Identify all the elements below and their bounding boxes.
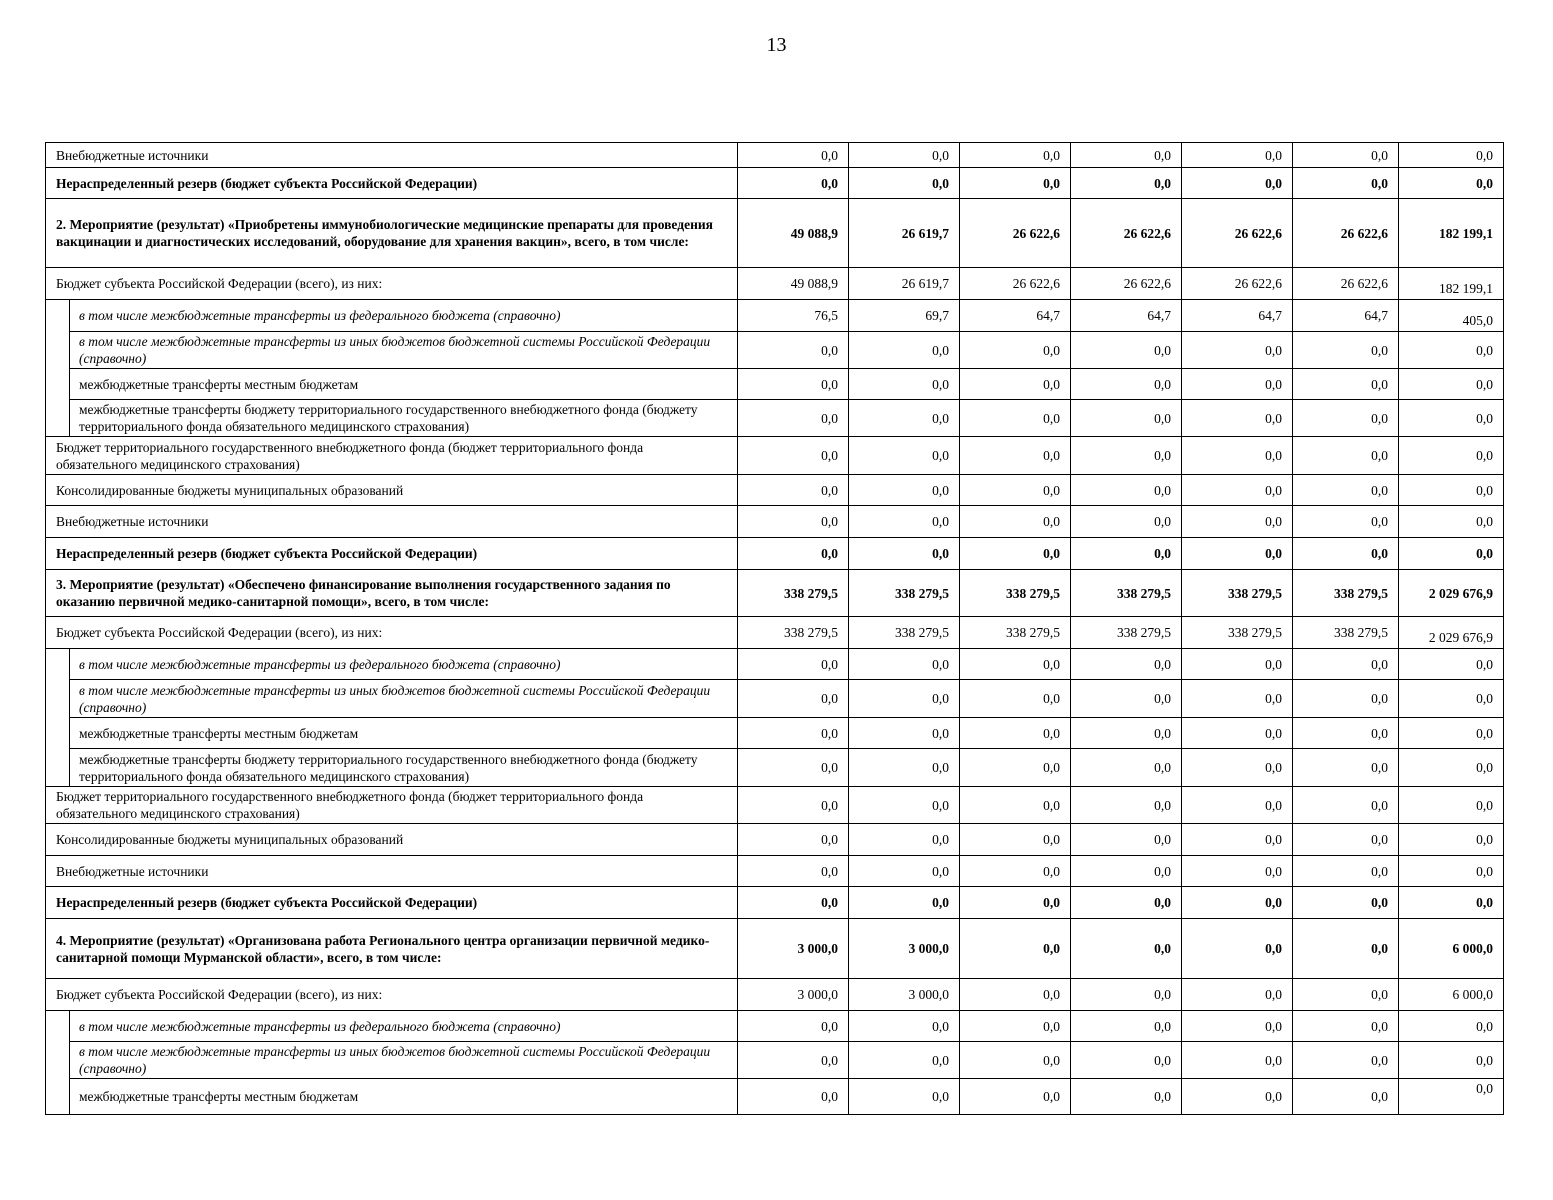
row-label: Нераспределенный резерв (бюджет субъекта Российской Федерации) — [46, 538, 738, 570]
row-label: в том числе межбюджетные трансферты из иных бюджетов бюджетной системы Российской Федерации (справочно) — [70, 332, 738, 369]
value-cell: 0,0 — [1399, 538, 1504, 570]
value-cell: 0,0 — [1182, 143, 1293, 168]
value-cell: 0,0 — [738, 332, 849, 369]
value-cell: 0,0 — [1071, 718, 1182, 749]
value-cell: 3 000,0 — [849, 979, 960, 1011]
row-label: межбюджетные трансферты бюджету территориального государственного внебюджетного фонда (бюджету территориального фонда обязательного медицинского страхования) — [70, 400, 738, 437]
budget-table — [45, 142, 1504, 1115]
value-cell: 0,0 — [1071, 168, 1182, 199]
value-cell: 338 279,5 — [1071, 617, 1182, 649]
row-label: в том числе межбюджетные трансферты из иных бюджетов бюджетной системы Российской Федерации (справочно) — [70, 1042, 738, 1079]
value-cell: 0,0 — [738, 143, 849, 168]
table-row — [46, 538, 1504, 570]
row-label: 2. Мероприятие (результат) «Приобретены иммунобиологические медицинские препараты для проведения вакцинации и диагностических исследований, оборудование для хранения вакцин», всего, в том числе: — [46, 199, 738, 268]
value-cell: 338 279,5 — [1071, 570, 1182, 617]
value-cell: 0,0 — [1071, 506, 1182, 538]
table-row — [46, 369, 1504, 400]
value-cell: 3 000,0 — [849, 919, 960, 979]
value-cell: 0,0 — [1293, 538, 1399, 570]
value-cell: 0,0 — [1071, 369, 1182, 400]
value-cell: 0,0 — [1182, 919, 1293, 979]
value-cell: 0,0 — [960, 718, 1071, 749]
value-cell: 0,0 — [849, 680, 960, 718]
table-row — [46, 332, 1504, 369]
value-cell: 0,0 — [849, 1042, 960, 1079]
table-row — [46, 300, 1504, 332]
value-cell: 0,0 — [1293, 143, 1399, 168]
value-cell: 0,0 — [960, 919, 1071, 979]
value-cell: 338 279,5 — [738, 617, 849, 649]
table-row — [46, 919, 1504, 979]
value-cell: 0,0 — [849, 475, 960, 506]
value-cell: 0,0 — [960, 1042, 1071, 1079]
value-cell: 0,0 — [960, 787, 1071, 824]
value-cell: 0,0 — [1071, 787, 1182, 824]
value-cell: 26 622,6 — [1182, 268, 1293, 300]
row-label: Бюджет субъекта Российской Федерации (всего), из них: — [46, 268, 738, 300]
value-cell: 0,0 — [1399, 787, 1504, 824]
table-row — [46, 506, 1504, 538]
value-cell: 0,0 — [1071, 749, 1182, 787]
value-cell: 0,0 — [849, 538, 960, 570]
value-cell: 0,0 — [1399, 332, 1504, 369]
value-cell: 0,0 — [1182, 369, 1293, 400]
value-cell: 0,0 — [849, 332, 960, 369]
value-cell: 0,0 — [1182, 475, 1293, 506]
value-cell: 0,0 — [738, 437, 849, 475]
table-row — [46, 437, 1504, 475]
value-cell: 0,0 — [738, 475, 849, 506]
value-cell: 0,0 — [1293, 332, 1399, 369]
value-cell: 0,0 — [738, 887, 849, 919]
table-row — [46, 143, 1504, 168]
row-label: Бюджет субъекта Российской Федерации (всего), из них: — [46, 617, 738, 649]
value-cell: 0,0 — [1293, 787, 1399, 824]
value-cell: 76,5 — [738, 300, 849, 332]
value-cell: 0,0 — [960, 437, 1071, 475]
table-row — [46, 570, 1504, 617]
table-row — [46, 787, 1504, 824]
table-row — [46, 680, 1504, 718]
value-cell: 0,0 — [1071, 919, 1182, 979]
value-cell: 26 622,6 — [1071, 199, 1182, 268]
row-label: Бюджет территориального государственного внебюджетного фонда (бюджет территориального фонда обязательного медицинского страхования) — [46, 787, 738, 824]
value-cell: 0,0 — [1399, 1079, 1504, 1115]
value-cell: 0,0 — [1293, 475, 1399, 506]
value-cell: 0,0 — [738, 856, 849, 887]
value-cell: 0,0 — [960, 332, 1071, 369]
row-label: Бюджет субъекта Российской Федерации (всего), из них: — [46, 979, 738, 1011]
value-cell: 0,0 — [960, 887, 1071, 919]
row-label: в том числе межбюджетные трансферты из федерального бюджета (справочно) — [70, 300, 738, 332]
value-cell: 0,0 — [1071, 437, 1182, 475]
indent-bracket — [46, 1011, 70, 1115]
value-cell: 0,0 — [960, 475, 1071, 506]
table-row — [46, 268, 1504, 300]
row-label: межбюджетные трансферты местным бюджетам — [70, 1079, 738, 1115]
value-cell: 0,0 — [738, 1079, 849, 1115]
value-cell: 0,0 — [1182, 979, 1293, 1011]
value-cell: 338 279,5 — [738, 570, 849, 617]
row-label: Бюджет территориального государственного внебюджетного фонда (бюджет территориального фонда обязательного медицинского страхования) — [46, 437, 738, 475]
table-row — [46, 649, 1504, 680]
value-cell: 0,0 — [1182, 649, 1293, 680]
value-cell: 0,0 — [960, 1011, 1071, 1042]
value-cell: 0,0 — [738, 506, 849, 538]
value-cell: 0,0 — [960, 856, 1071, 887]
value-cell: 0,0 — [849, 143, 960, 168]
value-cell: 0,0 — [960, 506, 1071, 538]
value-cell: 0,0 — [1182, 824, 1293, 856]
value-cell: 0,0 — [960, 400, 1071, 437]
value-cell: 0,0 — [1293, 369, 1399, 400]
value-cell: 0,0 — [1182, 718, 1293, 749]
table-row — [46, 824, 1504, 856]
value-cell: 338 279,5 — [849, 617, 960, 649]
value-cell: 0,0 — [738, 1011, 849, 1042]
value-cell: 182 199,1 — [1399, 199, 1504, 268]
row-label: 4. Мероприятие (результат) «Организована работа Регионального центра организации первичной медико-санитарной помощи Мурманской области», всего, в том числе: — [46, 919, 738, 979]
table-row — [46, 400, 1504, 437]
value-cell: 0,0 — [1293, 749, 1399, 787]
table-row — [46, 1011, 1504, 1042]
row-label: в том числе межбюджетные трансферты из федерального бюджета (справочно) — [70, 1011, 738, 1042]
value-cell: 0,0 — [849, 718, 960, 749]
row-label: Консолидированные бюджеты муниципальных образований — [46, 824, 738, 856]
value-cell: 0,0 — [1293, 824, 1399, 856]
budget-table-body — [46, 143, 1504, 1115]
value-cell: 338 279,5 — [1182, 617, 1293, 649]
value-cell: 0,0 — [1293, 649, 1399, 680]
value-cell: 26 622,6 — [960, 199, 1071, 268]
value-cell: 0,0 — [738, 538, 849, 570]
value-cell: 0,0 — [1182, 168, 1293, 199]
value-cell: 0,0 — [1293, 1079, 1399, 1115]
value-cell: 26 619,7 — [849, 268, 960, 300]
value-cell: 0,0 — [1071, 400, 1182, 437]
value-cell: 0,0 — [960, 824, 1071, 856]
row-label: Нераспределенный резерв (бюджет субъекта Российской Федерации) — [46, 887, 738, 919]
table-row — [46, 1042, 1504, 1079]
row-label: Консолидированные бюджеты муниципальных образований — [46, 475, 738, 506]
value-cell: 0,0 — [1399, 369, 1504, 400]
table-row — [46, 168, 1504, 199]
value-cell: 0,0 — [849, 856, 960, 887]
value-cell: 49 088,9 — [738, 199, 849, 268]
value-cell: 0,0 — [960, 979, 1071, 1011]
row-label: Внебюджетные источники — [46, 143, 738, 168]
value-cell: 0,0 — [960, 369, 1071, 400]
value-cell: 0,0 — [1071, 979, 1182, 1011]
table-row — [46, 749, 1504, 787]
value-cell: 0,0 — [1071, 475, 1182, 506]
table-row — [46, 617, 1504, 649]
table-row — [46, 887, 1504, 919]
value-cell: 0,0 — [1182, 506, 1293, 538]
value-cell: 0,0 — [1071, 887, 1182, 919]
value-cell: 0,0 — [1399, 143, 1504, 168]
value-cell: 0,0 — [1399, 749, 1504, 787]
value-cell: 0,0 — [849, 1079, 960, 1115]
value-cell: 338 279,5 — [960, 617, 1071, 649]
value-cell: 0,0 — [1293, 1011, 1399, 1042]
value-cell: 3 000,0 — [738, 919, 849, 979]
page-number: 13 — [766, 34, 787, 56]
value-cell: 26 622,6 — [1071, 268, 1182, 300]
value-cell: 0,0 — [738, 369, 849, 400]
value-cell: 0,0 — [738, 1042, 849, 1079]
value-cell: 0,0 — [960, 1079, 1071, 1115]
value-cell: 26 622,6 — [1293, 268, 1399, 300]
row-label: межбюджетные трансферты местным бюджетам — [70, 718, 738, 749]
value-cell: 0,0 — [960, 749, 1071, 787]
value-cell: 0,0 — [1182, 856, 1293, 887]
table-row — [46, 475, 1504, 506]
value-cell: 0,0 — [1399, 168, 1504, 199]
value-cell: 0,0 — [849, 887, 960, 919]
value-cell: 338 279,5 — [1182, 570, 1293, 617]
value-cell: 6 000,0 — [1399, 979, 1504, 1011]
value-cell: 0,0 — [1399, 680, 1504, 718]
value-cell: 0,0 — [1399, 718, 1504, 749]
value-cell: 0,0 — [1399, 1011, 1504, 1042]
value-cell: 0,0 — [1182, 538, 1293, 570]
value-cell: 0,0 — [1182, 1042, 1293, 1079]
value-cell: 0,0 — [1399, 437, 1504, 475]
value-cell: 0,0 — [1071, 1011, 1182, 1042]
value-cell: 0,0 — [849, 649, 960, 680]
value-cell: 0,0 — [1293, 400, 1399, 437]
value-cell: 0,0 — [1293, 1042, 1399, 1079]
value-cell: 405,0 — [1399, 300, 1504, 332]
value-cell: 0,0 — [1071, 332, 1182, 369]
value-cell: 0,0 — [1182, 437, 1293, 475]
row-label: в том числе межбюджетные трансферты из федерального бюджета (справочно) — [70, 649, 738, 680]
table-row — [46, 1079, 1504, 1115]
value-cell: 0,0 — [1399, 1042, 1504, 1079]
value-cell: 0,0 — [1293, 919, 1399, 979]
value-cell: 0,0 — [849, 749, 960, 787]
row-label: Внебюджетные источники — [46, 856, 738, 887]
row-label: Внебюджетные источники — [46, 506, 738, 538]
value-cell: 0,0 — [849, 824, 960, 856]
row-label: межбюджетные трансферты местным бюджетам — [70, 369, 738, 400]
value-cell: 26 622,6 — [1182, 199, 1293, 268]
value-cell: 0,0 — [1071, 538, 1182, 570]
value-cell: 26 622,6 — [960, 268, 1071, 300]
value-cell: 0,0 — [1182, 680, 1293, 718]
table-row — [46, 718, 1504, 749]
value-cell: 6 000,0 — [1399, 919, 1504, 979]
value-cell: 0,0 — [849, 1011, 960, 1042]
indent-bracket — [46, 649, 70, 787]
value-cell: 0,0 — [738, 649, 849, 680]
value-cell: 2 029 676,9 — [1399, 617, 1504, 649]
value-cell: 0,0 — [738, 787, 849, 824]
value-cell: 0,0 — [738, 680, 849, 718]
value-cell: 0,0 — [738, 749, 849, 787]
row-label: 3. Мероприятие (результат) «Обеспечено финансирование выполнения государственного задания по оказанию первичной медико-санитарной помощи», всего, в том числе: — [46, 570, 738, 617]
value-cell: 0,0 — [1399, 506, 1504, 538]
value-cell: 64,7 — [1182, 300, 1293, 332]
row-label: Нераспределенный резерв (бюджет субъекта Российской Федерации) — [46, 168, 738, 199]
value-cell: 64,7 — [1293, 300, 1399, 332]
value-cell: 0,0 — [738, 824, 849, 856]
value-cell: 338 279,5 — [1293, 570, 1399, 617]
value-cell: 0,0 — [849, 369, 960, 400]
value-cell: 0,0 — [1071, 1042, 1182, 1079]
table-row — [46, 979, 1504, 1011]
value-cell: 0,0 — [1071, 824, 1182, 856]
row-label: межбюджетные трансферты бюджету территориального государственного внебюджетного фонда (бюджету территориального фонда обязательного медицинского страхования) — [70, 749, 738, 787]
indent-bracket — [46, 300, 70, 437]
value-cell: 0,0 — [1399, 887, 1504, 919]
value-cell: 338 279,5 — [849, 570, 960, 617]
value-cell: 0,0 — [1182, 787, 1293, 824]
value-cell: 0,0 — [1293, 979, 1399, 1011]
value-cell: 0,0 — [1182, 400, 1293, 437]
value-cell: 0,0 — [1293, 437, 1399, 475]
value-cell: 0,0 — [849, 168, 960, 199]
value-cell: 64,7 — [960, 300, 1071, 332]
value-cell: 0,0 — [1293, 506, 1399, 538]
value-cell: 0,0 — [738, 718, 849, 749]
value-cell: 64,7 — [1071, 300, 1182, 332]
value-cell: 0,0 — [1182, 1079, 1293, 1115]
value-cell: 3 000,0 — [738, 979, 849, 1011]
value-cell: 0,0 — [1182, 887, 1293, 919]
value-cell: 26 619,7 — [849, 199, 960, 268]
value-cell: 0,0 — [1399, 824, 1504, 856]
value-cell: 0,0 — [849, 437, 960, 475]
value-cell: 0,0 — [1399, 649, 1504, 680]
value-cell: 0,0 — [1071, 143, 1182, 168]
value-cell: 338 279,5 — [960, 570, 1071, 617]
value-cell: 0,0 — [849, 400, 960, 437]
value-cell: 0,0 — [1293, 168, 1399, 199]
value-cell: 0,0 — [1293, 680, 1399, 718]
value-cell: 0,0 — [960, 649, 1071, 680]
value-cell: 2 029 676,9 — [1399, 570, 1504, 617]
value-cell: 0,0 — [738, 400, 849, 437]
row-label: в том числе межбюджетные трансферты из иных бюджетов бюджетной системы Российской Федерации (справочно) — [70, 680, 738, 718]
value-cell: 0,0 — [1293, 718, 1399, 749]
value-cell: 0,0 — [849, 787, 960, 824]
value-cell: 0,0 — [960, 168, 1071, 199]
table-row — [46, 199, 1504, 268]
value-cell: 338 279,5 — [1293, 617, 1399, 649]
value-cell: 0,0 — [1182, 332, 1293, 369]
value-cell: 0,0 — [1293, 887, 1399, 919]
value-cell: 0,0 — [1293, 856, 1399, 887]
value-cell: 49 088,9 — [738, 268, 849, 300]
value-cell: 182 199,1 — [1399, 268, 1504, 300]
value-cell: 0,0 — [960, 680, 1071, 718]
value-cell: 0,0 — [1071, 856, 1182, 887]
value-cell: 26 622,6 — [1293, 199, 1399, 268]
value-cell: 0,0 — [1182, 749, 1293, 787]
value-cell: 0,0 — [1071, 1079, 1182, 1115]
value-cell: 0,0 — [1399, 400, 1504, 437]
value-cell: 0,0 — [960, 143, 1071, 168]
value-cell: 0,0 — [960, 538, 1071, 570]
value-cell: 0,0 — [1399, 475, 1504, 506]
value-cell: 0,0 — [1182, 1011, 1293, 1042]
value-cell: 0,0 — [738, 168, 849, 199]
value-cell: 0,0 — [1071, 680, 1182, 718]
value-cell: 0,0 — [1399, 856, 1504, 887]
value-cell: 69,7 — [849, 300, 960, 332]
table-row — [46, 856, 1504, 887]
value-cell: 0,0 — [849, 506, 960, 538]
value-cell: 0,0 — [1071, 649, 1182, 680]
